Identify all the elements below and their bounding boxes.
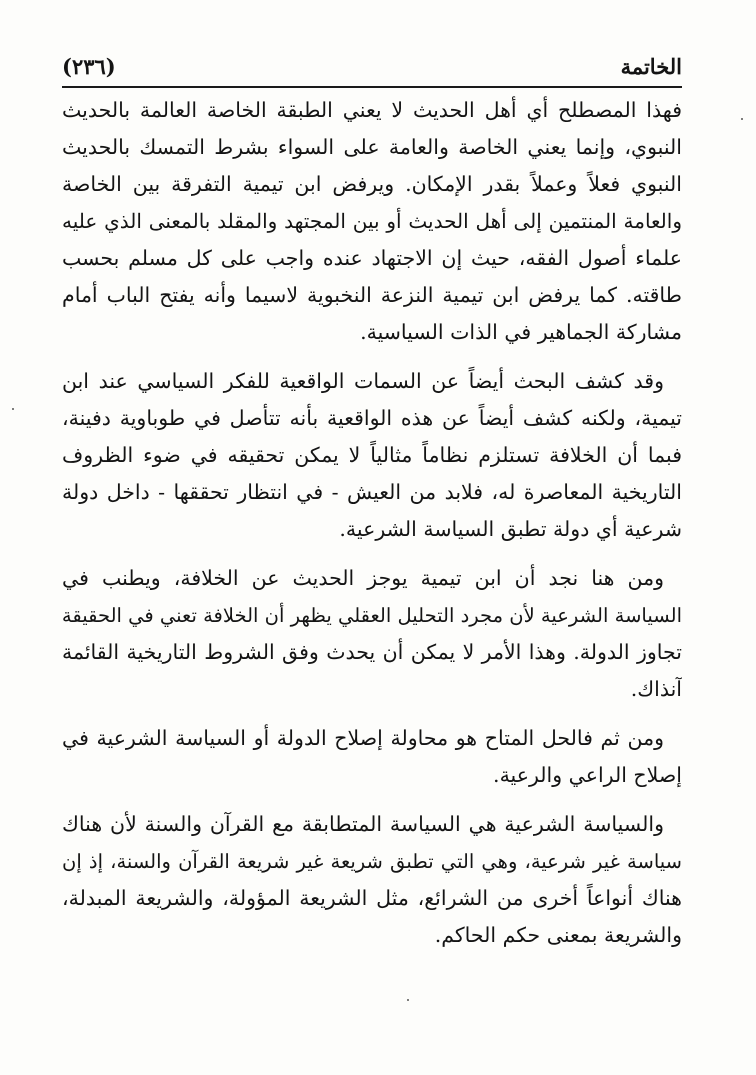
text-line: مشاركة الجماهير في الذات السياسية. — [360, 320, 682, 344]
text-line: آنذاك. — [630, 677, 682, 701]
text-line: والعامة المنتمين إلى أهل الحديث أو بين المجتهد والمقلد بالمعنى الذي عليه — [62, 209, 682, 233]
text-line: والشريعة بمعنى حكم الحاكم. — [434, 923, 682, 947]
text-line: السياسة الشرعية لأن مجرد التحليل العقلي يظهر أن الخلافة تعني في الحقيقة — [62, 604, 682, 627]
body-text — [62, 92, 682, 966]
text-line: وقد كشف البحث أيضاً عن السمات الواقعية للفكر السياسي عند ابن — [62, 369, 664, 393]
text-line: فبما أن الخلافة تستلزم نظاماً مثالياً لا يمكن تحقيقه في ضوء الظروف — [62, 443, 682, 467]
paragraph-5 — [62, 806, 682, 954]
text-line: التاريخية المعاصرة له، فلابد من العيش - في انتظار تحققها - داخل دولة — [62, 480, 682, 504]
text-line: النبوي فعلاً وعملاً بقدر الإمكان. ويرفض ابن تيمية التفرقة بين الخاصة — [62, 172, 682, 196]
text-line: تجاوز الدولة. وهذا الأمر لا يمكن أن يحدث وفق الشروط التاريخية القائمة — [62, 640, 682, 664]
text-line: ومن هنا نجد أن ابن تيمية يوجز الحديث عن الخلافة، ويطنب في — [62, 566, 664, 590]
text-line: شرعية أي دولة تطبق السياسة الشرعية. — [339, 517, 682, 541]
paragraph-3 — [62, 560, 682, 708]
text-line: ومن ثم فالحل المتاح هو محاولة إصلاح الدولة أو السياسة الشرعية في — [62, 726, 664, 750]
text-line: تيمية، ولكنه كشف أيضاً عن هذه الواقعية بأنه تتأصل في طوباوية دفينة، — [62, 406, 682, 430]
text-line: إصلاح الراعي والرعية. — [493, 763, 682, 787]
text-line: سياسة غير شرعية، وهي التي تطبق شريعة غير شريعة القرآن والسنة، إذ إن — [62, 850, 682, 873]
paragraph-1 — [62, 92, 682, 351]
text-line: والسياسة الشرعية هي السياسة المتطابقة مع القرآن والسنة لأن هناك — [62, 812, 664, 836]
text-line: طاقته. كما يرفض ابن تيمية النزعة النخبوية لاسيما وأنه يفتح الباب أمام — [62, 283, 682, 307]
text-line: هناك أنواعاً أخرى من الشرائع، مثل الشريعة المؤولة، والشريعة المبدلة، — [62, 886, 682, 910]
running-header — [62, 50, 682, 86]
paragraph-4 — [62, 720, 682, 794]
text-line: فهذا المصطلح أي أهل الحديث لا يعني الطبقة الخاصة العالمة بالحديث — [62, 98, 682, 122]
paragraph-2 — [62, 363, 682, 548]
chapter-title: الخاتمة — [620, 54, 682, 79]
page-number: (٢٣٦) — [62, 54, 116, 79]
scan-speck — [12, 408, 14, 410]
text-line: علماء أصول الفقه، حيث إن الاجتهاد عنده واجب على كل مسلم بحسب — [62, 246, 682, 270]
scan-speck — [407, 999, 409, 1001]
scan-speck — [741, 118, 743, 120]
header-rule — [62, 86, 682, 88]
text-line: النبوي، وإنما يعني الخاصة والعامة على السواء بشرط التمسك بالحديث — [62, 135, 682, 159]
